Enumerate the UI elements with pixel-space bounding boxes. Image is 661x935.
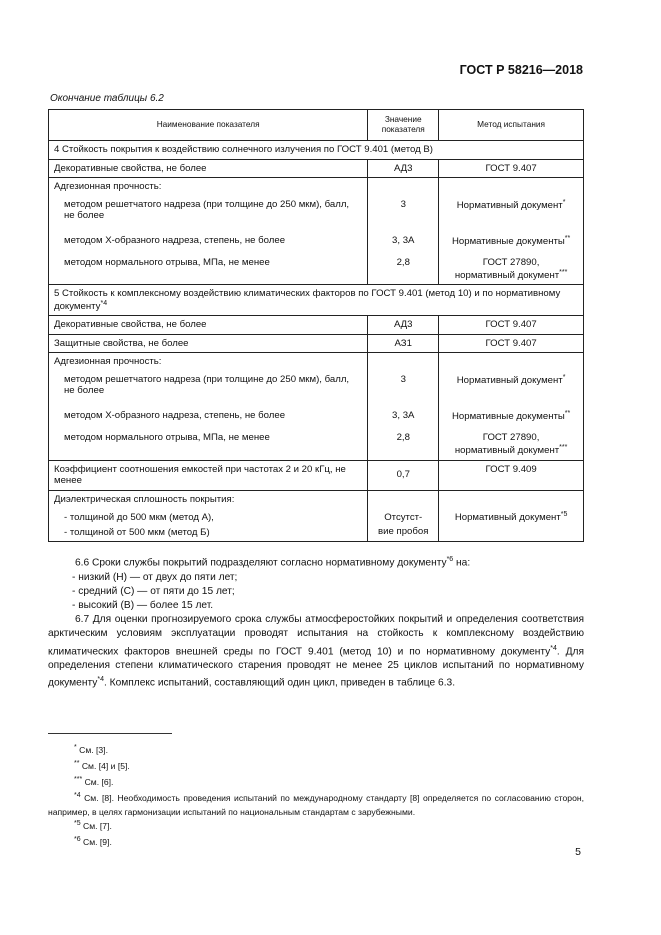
param-method: ГОСТ 27890, нормативный документ*** (454, 432, 568, 457)
param-name: Декоративные свойства, не более (49, 316, 368, 335)
section-title: 5 Стойкость к комплексному воздействию климатических факторов по ГОСТ 9.401 (метод 10) и по нормативному документу$^{*4}$ (49, 285, 584, 316)
param-name: методом решетчатого надреза (при толщине до 250 мкм), балл, не более (64, 198, 350, 221)
footnote: *** См. [6]. (74, 776, 114, 787)
param-name: методом нормального отрыва, МПа, не менее (64, 256, 270, 268)
param-value: 3, 3А (392, 410, 415, 422)
param-method: Нормативные документы** (451, 235, 571, 248)
table-row (49, 316, 584, 335)
param-value: АЗ1 (368, 334, 439, 353)
section-row (49, 141, 584, 160)
param-name: Защитные свойства, не более (49, 334, 368, 353)
footnote: ** См. [4] и [5]. (74, 760, 130, 771)
param-value: 3 (400, 374, 406, 386)
section-row (49, 285, 584, 316)
param-method: Нормативные документы** (451, 410, 571, 423)
list-item: - низкий (Н) — от двух до пяти лет; (72, 571, 238, 583)
param-method: ГОСТ 9.407 (439, 334, 584, 353)
param-value: 2,8 (396, 257, 410, 268)
param-method: ГОСТ 9.407 (439, 159, 584, 178)
col-header-method: Метод испытания (439, 110, 584, 141)
param-name-group (49, 178, 368, 285)
param-name: - толщиной до 500 мкм (метод А), (64, 512, 214, 524)
param-method: Нормативный документ* (456, 199, 566, 212)
param-name: методом X-образного надреза, степень, не более (64, 409, 286, 421)
param-method: Нормативный документ* (456, 374, 566, 387)
section-title: 4 Стойкость покрытия к воздействию солнечного излучения по ГОСТ 9.401 (метод В) (49, 141, 584, 160)
param-value: 3 (400, 199, 406, 210)
param-value: 3, 3А (392, 235, 415, 246)
list-item: - высокий (В) — более 15 лет. (72, 600, 214, 611)
param-method-group (439, 490, 584, 542)
param-name: методом X-образного надреза, степень, не более (64, 234, 286, 246)
param-value: Отсутст- (384, 511, 423, 523)
table-row (49, 490, 584, 542)
param-value: вие пробоя (378, 526, 429, 538)
footnote: $^{*5}$ См. [7]. (74, 820, 112, 831)
body-text (48, 553, 584, 691)
param-name-group (49, 490, 368, 542)
param-name: Коэффициент соотношения емкостей при частотах 2 и 20 кГц, не менее (49, 460, 368, 490)
param-group-title: Адгезионная прочность: (54, 356, 162, 368)
param-name: методом нормального отрыва, МПа, не менее (64, 431, 270, 443)
param-value-group (368, 178, 439, 285)
param-method-group (439, 178, 584, 285)
param-method: ГОСТ 9.409 (439, 460, 584, 490)
table-row (49, 159, 584, 178)
param-group-title: Адгезионная прочность: (54, 181, 162, 192)
param-value: АД3 (368, 316, 439, 335)
table-row (49, 178, 584, 285)
param-value: АД3 (368, 159, 439, 178)
document-id: ГОСТ Р 58216—2018 (459, 63, 583, 77)
param-name: - толщиной от 500 мкм (метод Б) (64, 526, 210, 538)
paragraph: 6.7 Для оценки прогнозируемого срока службы атмосферостойких покрытий и определения соответствия арктическим условиям эксплуатации проводят испытания на стойкость к комплексному воздействию климатических факторов внешней среды по ГОСТ 9.401 (метод 10) и по нормативному документу$^{*4}$. Для определения степени климатического старения проводят не менее 25 циклов испытаний по нормативному документу$^{*4}$. Комплекс испытаний, составляющий один цикл, приведен в таблице 6.3. (48, 614, 584, 689)
table-row (49, 460, 584, 490)
param-method: ГОСТ 27890, нормативный документ*** (454, 257, 568, 281)
param-value-group (368, 353, 439, 460)
param-group-title: Диэлектрическая сплошность покрытия: (54, 493, 235, 505)
footnote: * См. [3]. (74, 744, 108, 755)
param-name: методом решетчатого надреза (при толщине до 250 мкм), балл, не более (64, 373, 350, 397)
col-header-name: Наименование показателя (49, 110, 368, 141)
param-method: ГОСТ 9.407 (439, 316, 584, 335)
list-item: - средний (С) — от пяти до 15 лет; (72, 585, 235, 597)
param-name-group (49, 353, 368, 460)
table-caption: Окончание таблицы 6.2 (50, 93, 164, 104)
table-row (49, 334, 584, 353)
param-value: 0,7 (368, 460, 439, 490)
param-method-group (439, 353, 584, 460)
properties-table (48, 109, 584, 542)
param-name: Декоративные свойства, не более (49, 159, 368, 178)
param-method: Нормативный документ$^{*5}$ (454, 510, 568, 523)
table-header-row (49, 110, 584, 141)
table-row (49, 353, 584, 460)
param-value-group (368, 490, 439, 542)
col-header-value: Значение показателя (368, 110, 439, 141)
footnote: $^{*4}$ См. [8]. Необходимость проведения испытаний по международному стандарту [8] определяется по согласованию сторон, например, в целях гармонизации испытаний по национальным стандартам с зарубежными. (48, 792, 584, 817)
page-number: 5 (575, 846, 581, 858)
param-value: 2,8 (396, 432, 410, 444)
paragraph: 6.6 Сроки службы покрытий подразделяют согласно нормативному документу$^{*6}$ на: (75, 556, 471, 569)
footnote-separator (48, 733, 172, 734)
footnote: $^{*6}$ См. [9]. (74, 836, 112, 847)
